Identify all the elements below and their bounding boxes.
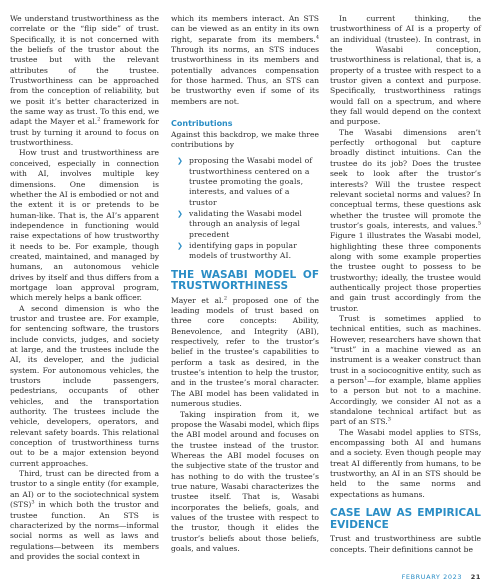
column-right	[330, 14, 481, 555]
paragraph: A second dimension is who the trustor and trustee are. For example, for sentencing software, the trustors include convicts, judges, and society at large, and the trustees include the AI, its developer, and the judicial system. For autonomous vehicles, the trustors include passengers, pedestrians, occupants of other vehicles, and the transportation authority. The trustees include the vehicle, developers, operators, and relevant safety boards. This relational conception of trustworthiness turns out to be a major extension beyond current approaches.	[10, 303, 159, 468]
paragraph: Trust and trustworthiness are subtle concepts. Their definitions cannot be	[330, 534, 481, 554]
bullet-arrow-icon: ❯	[177, 210, 184, 218]
paragraph: Third, trust can be directed from a trustor to a single entity (for example, an AI) or to the sociotechnical system (STS)$^3$ in which both the trustor and trustee function. An STS is characterized by the norms—informal social norms as well as laws and regulations—between its members and provides the social context in	[10, 469, 159, 561]
list-item: ❯ proposing the Wasabi model of trustworthiness centered on a trustee promoting the goals, interests, and values of a trustor	[177, 156, 313, 207]
paragraph: The Wasabi dimensions aren’t perfectly orthogonal but capture broadly distinct intuitions. Can the trustee do its job? Does the trustee seek to look after the trustor’s interests? Will the trustee respect relevant societal norms and values? In conceptual terms, these questions ask whether the trustee will promote the trustor’s goals, interests, and values.$^5$ Figure 1 illustrates the Wasabi model, highlighting these three components along with some example properties the trustee ought to possess to be trustworthy; ideally, the trustee would authentically project those properties and gain trust accordingly from the trustor.	[330, 127, 481, 313]
column-left	[10, 14, 159, 562]
paragraph: Mayer et al.$^2$ proposed one of the leading models of trust based on three core concepts: Ability, Benevolence, and Integrity (ABI), respectively, refer to the trustor’s belief in the trustee’s capabilities to perform a task as desired, in the trustee’s intention to help the trustor, and in the trustee’s moral character. The ABI model has been validated in numerous studies.	[171, 295, 319, 409]
section-heading-contributions: Contributions	[171, 119, 233, 129]
paragraph: How trust and trustworthiness are conceived, especially in connection with AI, involves multiple key dimensions. One dimension is whether the AI is embodied or not and the extent it is or pretends to be human-like. That is, the AI’s apparent independence in functioning would raise expectations of how trustworthy it needs to be. For example, though created, maintained, and managed by humans, an autonomous vehicle drives by itself and thus differs from a mortgage loan approval program, which merely helps a bank officer.	[10, 148, 159, 303]
bullet-arrow-icon: ❯	[177, 157, 184, 166]
list-item: ❯ validating the Wasabi model through an analysis of legal precedent	[177, 209, 302, 239]
paragraph: Taking inspiration from it, we propose the Wasabi model, which flips the ABI model around and focuses on the trustee instead of the trustor. Whereas the ABI model focuses on the subjective state of the trustor and has nothing to do with the trustee’s true nature, Wasabi characterizes the trustee itself. That is, Wasabi incorporates the beliefs, goals, and values of the trustee with respect to the trustor, though it elides the trustor’s beliefs about those beliefs, goals, and values.	[171, 409, 319, 553]
page-footer	[402, 573, 481, 581]
paragraph: Against this backdrop, we make three contributions by	[171, 129, 319, 149]
paragraph: which its members interact. An STS can be viewed as an entity in its own right, separate from its members.$^4$ Through its norms, an STS induces trustworthiness in its members and potentially advances compensation for those harmed. Thus, an STS can be trustworthy even if some of its members are not.	[171, 14, 319, 106]
section-heading-case-law: CASE LAW AS EMPIRICAL EVIDENCE	[330, 507, 481, 531]
paragraph: Trust is sometimes applied to technical entities, such as machines. However, researchers have shown that “trust” in a machine viewed as an instrument is a weaker construct than trust in a sociocognitive entity, such as a person$^1$—for example, blame applies to a person but not to a machine. Accordingly, we consider AI not as a standalone technical artifact but as part of an STS.$^3$	[330, 313, 481, 427]
paragraph: We understand trustworthiness as the correlate or the “flip side” of trust. Specifically, it is not concerned with the beliefs of the trustor about the trustee but with the relevant attributes of the trustee. Trustworthiness can be approached from the conception of reliability, but we posit it’s better characterized in the same way as trust. To this end, we adapt the Mayer et al.$^2$ framework for trust by turning it around to focus on trustworthiness.	[10, 14, 159, 148]
column-middle	[171, 14, 319, 554]
page-number: 21	[470, 573, 481, 581]
list-item: ❯ identifying gaps in popular models of trustworthy AI.	[177, 241, 297, 261]
section-heading-wasabi: THE WASABI MODEL OF TRUSTWORTHINESS	[171, 268, 319, 293]
issue-date: FEBRUARY 2023	[401, 573, 463, 581]
bullet-arrow-icon: ❯	[177, 242, 184, 251]
contributions-list	[171, 156, 319, 261]
paragraph: In current thinking, the trustworthiness of AI is a property of an individual (trustee). In contrast, in the Wasabi conception, trustworthiness is relational, that is, a property of a trustee with respect to a trustor given a context and purpose. Specifically, trustworthiness ratings would fall on a spectrum, and where they fall would depend on the context and purpose.	[330, 14, 481, 127]
paragraph: The Wasabi model applies to STSs, encompassing both AI and humans and a society. Even though people may treat AI differently from humans, to be trustworthy, an AI in an STS should be held to the same norms and expectations as humans.	[330, 427, 481, 499]
